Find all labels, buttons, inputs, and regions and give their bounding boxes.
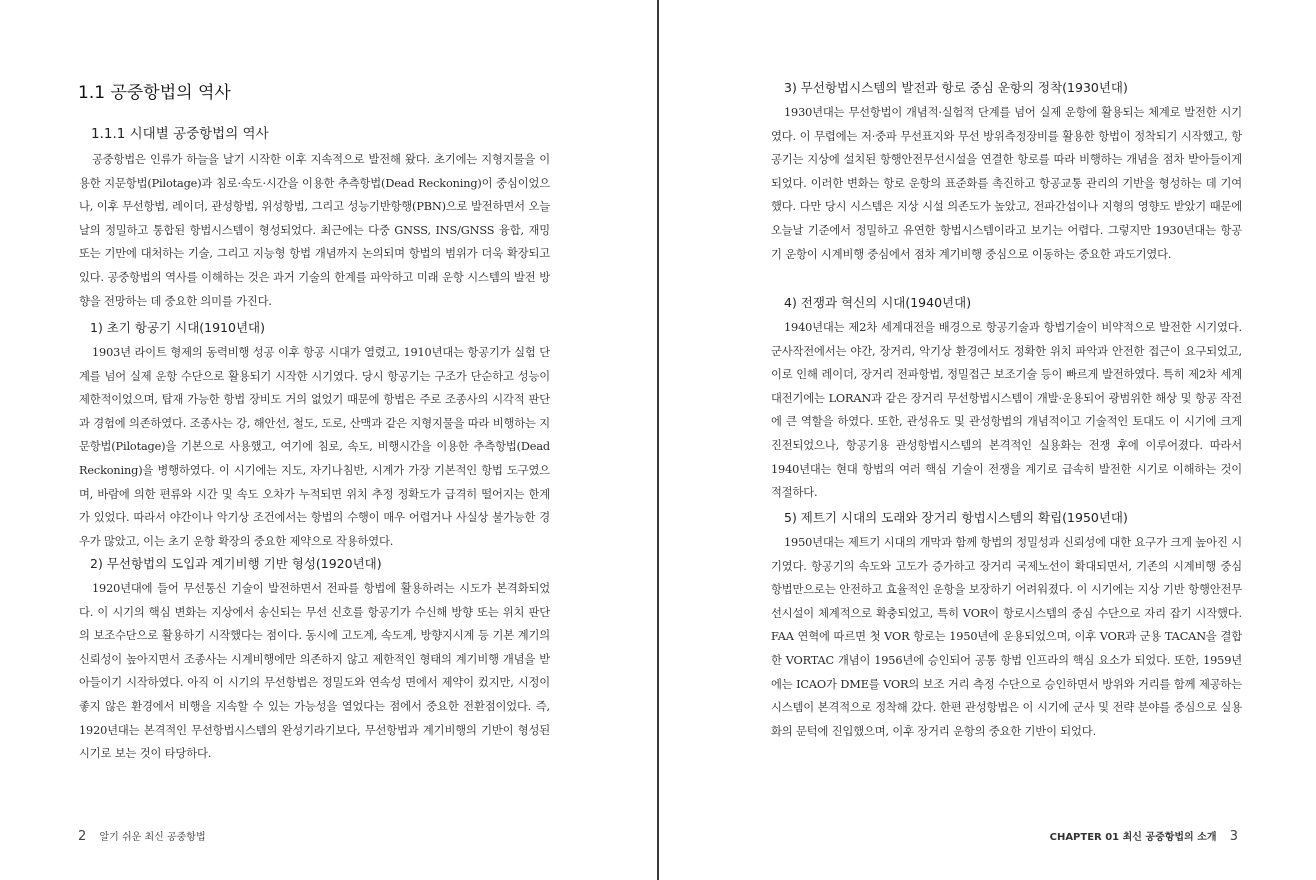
paragraph-1950s: 1950년대는 제트기 시대의 개막과 함께 항법의 정밀성과 신뢰성에 대한 요구가 크게 높아진 시기였다. 항공기의 속도와 고도가 증가하고 장거리 국제노선이 확대되면서, 기존의 시계비행 중심 항법만으로는 안전하고 효율적인 운항을 보장하기 어려워졌다. 이 시기에는 지상 기반 항행안전무선시설이 체계적으로 확충되었고, 특히 VOR이 항로시스템의 중심 수단으로 자리 잡기 시작했다. FAA 연혁에 따르면 첫 VOR 항로는 1950년에 운용되었으며, 이후 VOR과 군용 TACAN을 결합한 VORTAC 개념이 1956년에 승인되어 공통 항법 인프라의 핵심 요소가 되었다. 또한, 1959년에는 ICAO가 DME를 VOR의 보조 거리 측정 수단으로 승인하면서 방위와 거리를 함께 제공하는 시스템이 본격적으로 정착해 갔다. 한편 관성항법은 이 시기에 군사 및 전략 분야를 중심으로 실용화의 문턱에 진입했으며, 이후 장거리 운항의 중요한 기반이 되었다. [771, 536, 1242, 738]
right-footer [1050, 828, 1238, 844]
book-title: 알기 쉬운 최신 공중항법 [99, 832, 206, 843]
right-page [659, 0, 1316, 880]
page-number: 3 [1229, 829, 1238, 844]
left-page [0, 0, 657, 880]
heading-1910s: 1) 초기 항공기 시대(1910년대) [90, 320, 265, 335]
intro-paragraph: 공중항법은 인류가 하늘을 날기 시작한 이후 지속적으로 발전해 왔다. 초기에는 지형지물을 이용한 지문항법(Pilotage)과 침로·속도·시간을 이용한 추측항법(Dead Reckoning)이 중심이었으나, 이후 무선항법, 레이더, 관성항법, 위성항법, 그리고 성능기반항행(PBN)으로 발전하면서 오늘날의 정밀하고 통합된 항법시스템이 형성되었다. 최근에는 다중 GNSS, INS/GNSS 융합, 재밍 또는 기만에 대처하는 기술, 그리고 지능형 항법 개념까지 논의되며 항법의 범위가 더욱 확장되고 있다. 공중항법의 역사를 이해하는 것은 과거 기술의 한계를 파악하고 미래 운항 시스템의 발전 방향을 전망하는 데 중요한 의미를 가진다. [79, 153, 550, 308]
chapter-label: CHAPTER 01 최신 공중항법의 소개 [1049, 832, 1217, 843]
heading-1950s: 5) 제트기 시대의 도래와 장거리 항법시스템의 확립(1950년대) [784, 510, 1128, 525]
paragraph-1920s: 1920년대에 들어 무선통신 기술이 발전하면서 전파를 항법에 활용하려는 시도가 본격화되었다. 이 시기의 핵심 변화는 지상에서 송신되는 무선 신호를 항공기가 수신해 방향 또는 위치 판단의 보조수단으로 활용하기 시작했다는 점이다. 동시에 고도계, 속도계, 방향지시계 등 기본 계기의 신뢰성이 높아지면서 조종사는 시계비행에만 의존하지 않고 제한적인 형태의 계기비행 개념을 받아들이기 시작하였다. 아직 이 시기의 무선항법은 정밀도와 연속성 면에서 제약이 컸지만, 시정이 좋지 않은 환경에서 비행을 지속할 수 있는 가능성을 열었다는 점에서 중요한 전환점이었다. 즉, 1920년대는 본격적인 무선항법시스템의 완성기라기보다, 무선항법과 계기비행의 기반이 형성된 시기로 보는 것이 타당하다. [79, 582, 550, 761]
heading-1940s: 4) 전쟁과 혁신의 시대(1940년대) [784, 295, 972, 310]
section-title: 1.1 공중항법의 역사 [78, 83, 231, 103]
paragraph-1930s: 1930년대는 무선항법이 개념적·실험적 단계를 넘어 실제 운항에 활용되는 체계로 발전한 시기였다. 이 무렵에는 저·중파 무선표지와 무선 방위측정장비를 활용한 항법이 정착되기 시작했고, 항공기는 지상에 설치된 항행안전무선시설을 연결한 항로를 따라 비행하는 개념을 점차 받아들이게 되었다. 이러한 변화는 항로 운항의 표준화를 촉진하고 항공교통 관리의 기반을 형성하는 데 기여했다. 다만 당시 시스템은 지상 시설 의존도가 높았고, 전파간섭이나 지형의 영향도 받았기 때문에 오늘날 기준에서 정밀하고 유연한 항법시스템이라고 보기는 어렵다. 그렇지만 1930년대는 항공기 운항이 시계비행 중심에서 점차 계기비행 중심으로 이동하는 중요한 과도기였다. [771, 106, 1242, 261]
heading-1920s: 2) 무선항법의 도입과 계기비행 기반 형성(1920년대) [90, 556, 382, 571]
left-footer [78, 828, 206, 844]
paragraph-1940s: 1940년대는 제2차 세계대전을 배경으로 항공기술과 항법기술이 비약적으로 발전한 시기였다. 군사작전에서는 야간, 장거리, 악기상 환경에서도 정확한 위치 파악과 안전한 접근이 요구되었고, 이로 인해 레이더, 장거리 전파항법, 정밀접근 보조기술 등이 빠르게 발전하였다. 특히 제2차 세계대전기에는 LORAN과 같은 장거리 무선항법시스템이 개발·운용되어 광범위한 해상 및 항공 작전에 큰 역할을 하였다. 또한, 관성유도 및 관성항법의 개념적이고 기술적인 토대도 이 시기에 크게 진전되었으나, 항공기용 관성항법시스템의 본격적인 실용화는 전쟁 후에 이루어졌다. 따라서 1940년대는 현대 항법의 여러 핵심 기술이 전쟁을 계기로 급속히 발전한 시기로 이해하는 것이 적절하다. [771, 321, 1242, 500]
page-number: 2 [78, 829, 87, 844]
paragraph-1910s: 1903년 라이트 형제의 동력비행 성공 이후 항공 시대가 열렸고, 1910년대는 항공기가 실험 단계를 넘어 실제 운항 수단으로 활용되기 시작한 시기였다. 당시 항공기는 구조가 단순하고 성능이 제한적이었으며, 탑재 가능한 항법 장비도 거의 없었기 때문에 항법은 주로 조종사의 시각적 판단과 경험에 의존하였다. 조종사는 강, 해안선, 철도, 도로, 산맥과 같은 지형지물을 따라 비행하는 지문항법(Pilotage)을 기본으로 사용했고, 여기에 침로, 속도, 비행시간을 이용한 추측항법(Dead Reckoning)을 병행하였다. 이 시기에는 지도, 자기나침반, 시계가 가장 기본적인 항법 도구였으며, 바람에 의한 편류와 시간 및 속도 오차가 누적되면 위치 추정 정확도가 급격히 떨어지는 한계가 있었다. 따라서 야간이나 악기상 조건에서는 항법의 수행이 매우 어렵거나 사실상 불가능한 경우가 많았고, 이는 초기 운항 확장의 중요한 제약으로 작용하였다. [79, 346, 550, 548]
heading-1930s: 3) 무선항법시스템의 발전과 항로 중심 운항의 정착(1930년대) [784, 80, 1128, 95]
subsection-title: 1.1.1 시대별 공중항법의 역사 [91, 126, 269, 142]
